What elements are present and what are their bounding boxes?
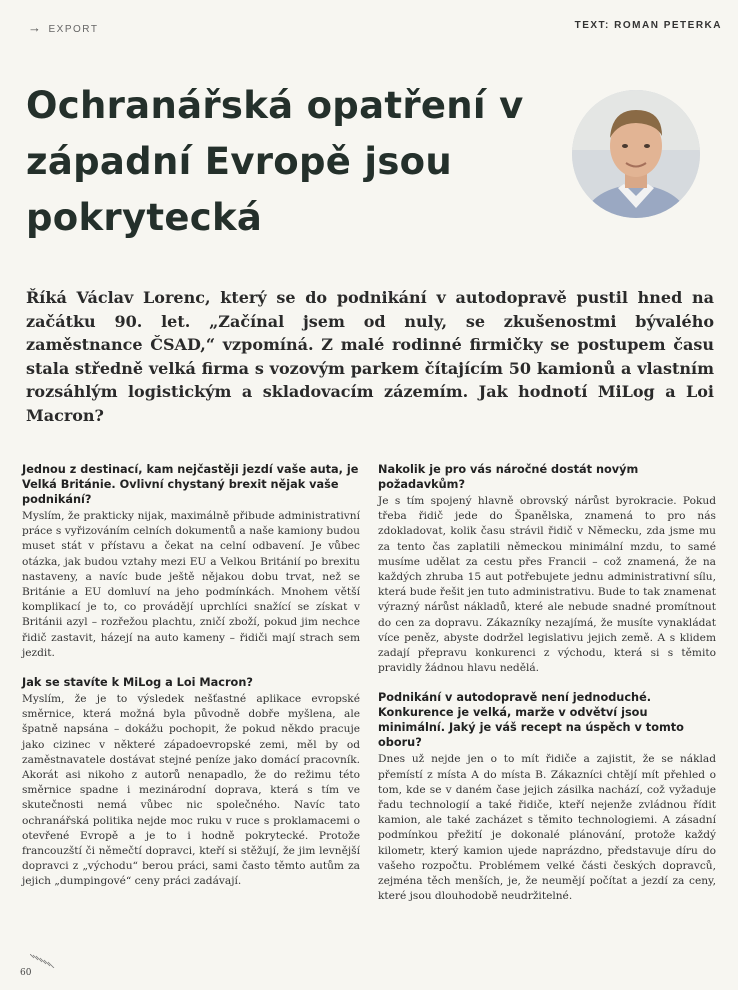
question-success: Podnikání v autodopravě není jednoduché. Konkurence je velká, marže v odvětví jsou minimální. Jaký je váš recept na úspěch v tomto oboru? <box>378 691 684 750</box>
portrait-photo <box>572 90 700 218</box>
arrow-right-icon: → <box>28 20 43 35</box>
page-number: 60 <box>20 968 32 978</box>
decorative-hatch <box>30 954 56 968</box>
headline: Ochranářská opatření v západní Evropě jsou pokrytecká <box>26 84 524 239</box>
question-milog: Jak se stavíte k MiLog a Loi Macron? <box>22 676 253 690</box>
answer-requirements: Je s tím spojený hlavně obrovský nárůst byrokracie. Pokud třeba řidič jede do Španělska, znamená to pro nás zdokladovat, kolik času strávil řidič v Německu, zda jsme mu za tento čas zaplatili německou minimální mzdu, to samé musíme udělat za cestu přes Francii – což znamená, že na každých zhruba 15 aut potřebujete jednu administrativní sílu, která bude řešit jen tuto administrativu. Bude to tak znamenat výrazný nárůst nákladů, které ale nebude snadné promítnout do cen za dopravu. Zákazníky nezajímá, že musíte vynakládat více peněz, abyste dodržel legislativu jejich země. A s klidem zadají přepravu konkurenci z východu, která si s těmito pravidly žádnou hlavu nedělá. <box>378 495 716 675</box>
author-credit: TEXT: ROMAN PETERKA <box>574 20 722 31</box>
question-requirements: Nakolik je pro vás náročné dostát novým požadavkům? <box>378 463 639 491</box>
portrait-illustration <box>572 90 700 218</box>
page-header <box>28 20 722 36</box>
answer-brexit: Myslím, že prakticky nijak, maximálně přibude administrativní práce s vyřizováním celních dokumentů a naše kamiony budou muset stát v přístavu a čekat na celní odbavení. Je vůbec otázka, jak budou vztahy mezi EU a Velkou Británií po brexitu nastaveny, a navíc bude ještě nějakou dobu trvat, než se Británie a EU domluví na jeho podmínkách. Mnohem větší komplikací je to, co provádějí uprchlíci snažící se získat v Británii azyl – rozřežou plachtu, zničí zboží, pokud jim nechce řidič zastavit, házejí na auto kameny – řidiči mají strach sem jezdit. <box>22 510 360 659</box>
section-name: EXPORT <box>48 24 99 35</box>
lead-paragraph: Říká Václav Lorenc, který se do podnikání v autodopravě pustil hned na začátku 90. let. „Začínal jsem od nuly, se zkušenostmi bývalého zaměstnance ČSAD,“ vzpomíná. Z malé rodinné firmičky se postupem času stala středně velká firma s vozovým parkem čítajícím 50 kamionů a vlastním rozsáhlým logistickým a skladovacím zázemím. Jak hodnotí MiLog a Loi Macron? <box>26 288 714 425</box>
answer-success: Dnes už nejde jen o to mít řidiče a zajistit, že se náklad přemístí z místa A do místa B. Zákazníci chtějí mít přehled o tom, kde se v daném čase jejich zásilka nachází, což vyžaduje řadu technologií a také řidiče, kteří nejenže zvládnou řídit kamion, ale také zacházet s těmito technologiemi. A zásadní podmínkou přežití je dokonalé plánování, protože každý kilometr, který kamion ujede naprázdno, představuje díru do vašeho rozpočtu. Problémem velké části českých dopravců, zejména těch menších, je, že neumějí počítat a jezdí za ceny, které jsou dlouhodobě neudržitelné. <box>378 753 716 903</box>
right-column <box>378 462 716 918</box>
section-label <box>28 20 98 35</box>
answer-milog: Myslím, že je to výsledek nešťastné aplikace evropské směrnice, která možná byla původně dobře myšlena, ale špatně napsána – dokážu pochopit, že pokud někdo pracuje jako cizinec v některé západoevropské zemi, měl by od zaměstnavatele dostávat stejné peníze jako domácí pracovník. Akorát asi nikoho z autorů nenapadlo, že do režimu této směrnice spadne i mezinárodní doprava, která s tím ve skutečnosti nemá vůbec nic společného. Navíc tato ochranářská politika nejde moc ruku v ruce s proklamacemi o otevřené Evropě a je to i hodně pokrytecké. Protože francouzští či němečtí dopravci, kteří si stěžují, že jim levnější dopravci z „východu“ berou práci, sami často těmto autům za jejich „dumpingové“ ceny práci zadávají. <box>22 693 360 888</box>
question-brexit: Jednou z destinací, kam nejčastěji jezdí vaše auta, je Velká Británie. Ovlivní chystaný brexit nějak vaše podnikání? <box>22 463 359 506</box>
left-column <box>22 462 360 904</box>
